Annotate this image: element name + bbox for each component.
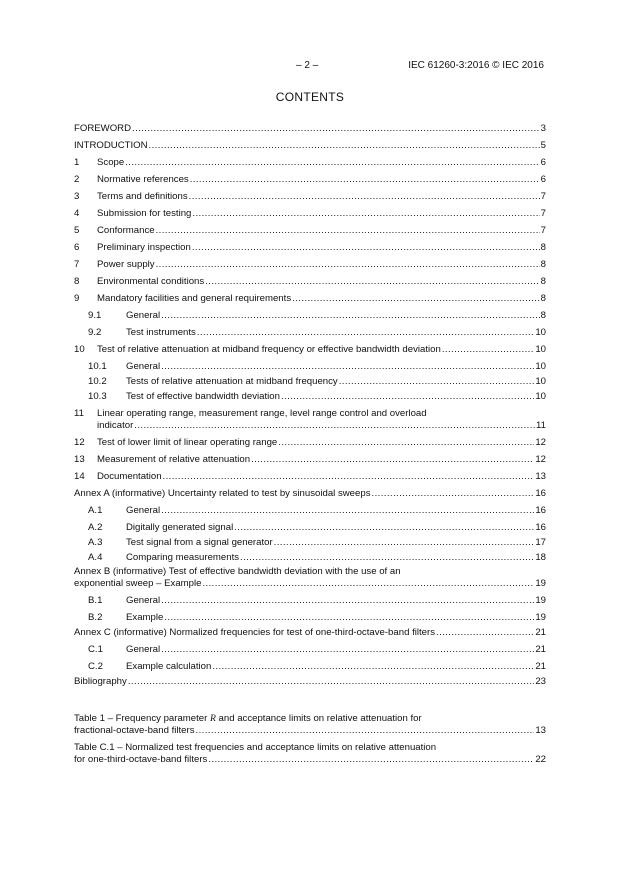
dot-leader bbox=[436, 627, 534, 639]
toc-label: Annex C (informative) Normalized frequencies for test of one-third-octave-band filters bbox=[74, 627, 435, 638]
toc-page: 16 bbox=[535, 522, 546, 533]
toc-page: 13 bbox=[535, 471, 546, 482]
toc-page: 8 bbox=[540, 259, 546, 270]
toc-label: INTRODUCTION bbox=[74, 140, 148, 151]
toc-number: 10 bbox=[74, 344, 85, 355]
toc-entry-subclause[interactable] bbox=[74, 376, 546, 388]
toc-page: 10 bbox=[535, 344, 546, 355]
toc-entry-clause[interactable] bbox=[74, 276, 546, 288]
table-caption: Table C.1 – Normalized test frequencies and acceptance limits on relative attenuation bbox=[74, 742, 437, 753]
toc-number: B.1 bbox=[88, 595, 103, 606]
toc-label: Mandatory facilities and general requirements bbox=[97, 293, 292, 304]
toc-label: Test signal from a signal generator bbox=[126, 537, 273, 548]
toc-label: Tests of relative attenuation at midband frequency bbox=[126, 376, 338, 387]
dot-leader bbox=[197, 327, 534, 339]
dot-leader bbox=[161, 595, 534, 607]
dot-leader bbox=[163, 471, 535, 483]
toc-entry-annex-b[interactable] bbox=[74, 566, 546, 590]
toc-page: 8 bbox=[540, 276, 546, 287]
toc-entry-clause[interactable] bbox=[74, 259, 546, 271]
dot-leader bbox=[192, 242, 540, 254]
toc-number: C.2 bbox=[88, 661, 103, 672]
toc-entry-introduction[interactable] bbox=[74, 140, 546, 152]
standard-reference: IEC 61260-3:2016 © IEC 2016 bbox=[408, 60, 544, 71]
toc-number: 9.1 bbox=[88, 310, 102, 321]
toc-page: 12 bbox=[535, 437, 546, 448]
toc-number: 7 bbox=[74, 259, 80, 270]
dot-leader bbox=[134, 420, 535, 432]
dot-leader bbox=[132, 123, 540, 135]
toc-label: Test instruments bbox=[126, 327, 196, 338]
toc-entry-clause[interactable] bbox=[74, 225, 546, 237]
dot-leader bbox=[128, 676, 535, 688]
toc-number: 3 bbox=[74, 191, 80, 202]
table-caption: Table 1 – Frequency parameter R and acceptance limits on relative attenuation for bbox=[74, 713, 422, 724]
toc-page: 23 bbox=[535, 676, 546, 687]
toc-entry-annex-item[interactable] bbox=[74, 644, 546, 656]
toc-page: 8 bbox=[540, 242, 546, 253]
toc-page: 10 bbox=[535, 376, 546, 387]
toc-entry-clause[interactable] bbox=[74, 344, 546, 356]
toc-page: 18 bbox=[535, 552, 546, 563]
toc-label: Preliminary inspection bbox=[97, 242, 191, 253]
toc-number: 4 bbox=[74, 208, 80, 219]
dot-leader bbox=[125, 157, 539, 169]
toc-label: Scope bbox=[97, 157, 125, 168]
toc-page: 8 bbox=[540, 293, 546, 304]
toc-label: Annex A (informative) Uncertainty related to test by sinusoidal sweeps bbox=[74, 488, 371, 499]
toc-label: Test of effective bandwidth deviation bbox=[126, 391, 280, 402]
dot-leader bbox=[234, 522, 534, 534]
spacer bbox=[74, 693, 546, 713]
dot-leader bbox=[205, 276, 539, 288]
toc-page: 11 bbox=[536, 420, 546, 431]
toc-number: 9 bbox=[74, 293, 80, 304]
toc-entry-annex-a[interactable] bbox=[74, 488, 546, 500]
toc-page: 6 bbox=[540, 157, 546, 168]
toc-label: Example calculation bbox=[126, 661, 212, 672]
toc-number: 10.3 bbox=[88, 391, 107, 402]
toc-number: 14 bbox=[74, 471, 85, 482]
toc-entry-subclause[interactable] bbox=[74, 361, 546, 373]
toc-page: 21 bbox=[535, 644, 546, 655]
dot-leader bbox=[161, 310, 540, 322]
toc-page: 13 bbox=[535, 725, 546, 736]
toc-label: Conformance bbox=[97, 225, 155, 236]
toc-number: B.2 bbox=[88, 612, 103, 623]
page-header bbox=[0, 60, 620, 74]
toc-entry-clause[interactable] bbox=[74, 454, 546, 466]
toc-number: 2 bbox=[74, 174, 80, 185]
toc-label: Power supply bbox=[97, 259, 155, 270]
toc-page: 6 bbox=[540, 174, 546, 185]
toc-label: General bbox=[126, 644, 161, 655]
toc-entry-annex-item[interactable] bbox=[74, 552, 546, 564]
toc-page: 10 bbox=[535, 391, 546, 402]
toc-number: A.2 bbox=[88, 522, 103, 533]
toc-entry-subclause[interactable] bbox=[74, 327, 546, 339]
toc-label: General bbox=[126, 361, 161, 372]
toc-entry-bibliography[interactable] bbox=[74, 676, 546, 688]
toc-page: 19 bbox=[535, 595, 546, 606]
toc-entry-annex-c[interactable] bbox=[74, 627, 546, 639]
toc-entry-foreword[interactable] bbox=[74, 123, 546, 135]
dot-leader bbox=[292, 293, 540, 305]
toc-label: Annex B (informative) Test of effective bandwidth deviation with the use of an bbox=[74, 566, 401, 577]
toc-number: A.3 bbox=[88, 537, 103, 548]
toc-entry-clause[interactable] bbox=[74, 157, 546, 169]
toc-entry-annex-item[interactable] bbox=[74, 522, 546, 534]
toc-label: Measurement of relative attenuation bbox=[97, 454, 251, 465]
toc-label: Environmental conditions bbox=[97, 276, 205, 287]
toc-label: Test of lower limit of linear operating range bbox=[97, 437, 278, 448]
toc-number: 5 bbox=[74, 225, 80, 236]
toc-number: 10.2 bbox=[88, 376, 107, 387]
toc-label: Linear operating range, measurement range, level range control and overload bbox=[97, 408, 427, 419]
toc-page: 8 bbox=[540, 310, 546, 321]
dot-leader bbox=[161, 505, 534, 517]
toc-entry-annex-item[interactable] bbox=[74, 661, 546, 673]
toc-number: 9.2 bbox=[88, 327, 102, 338]
dot-leader bbox=[372, 488, 535, 500]
dot-leader bbox=[339, 376, 535, 388]
toc-label-continued: exponential sweep – Example bbox=[74, 578, 202, 589]
toc-entry-clause[interactable] bbox=[74, 191, 546, 203]
dot-leader bbox=[251, 454, 534, 466]
toc-label: Submission for testing bbox=[97, 208, 192, 219]
toc-number: 11 bbox=[74, 408, 84, 419]
dot-leader bbox=[156, 259, 540, 271]
toc-label: Documentation bbox=[97, 471, 162, 482]
toc-page: 16 bbox=[535, 488, 546, 499]
toc-page: 12 bbox=[535, 454, 546, 465]
dot-leader bbox=[190, 174, 540, 186]
table-list-entry[interactable] bbox=[74, 713, 546, 737]
toc-page: 21 bbox=[535, 627, 546, 638]
toc-label: General bbox=[126, 505, 161, 516]
toc-page: 16 bbox=[535, 505, 546, 516]
toc-label: Normative references bbox=[97, 174, 189, 185]
toc-label: General bbox=[126, 595, 161, 606]
toc-page: 10 bbox=[535, 327, 546, 338]
toc-entry-clause[interactable] bbox=[74, 437, 546, 449]
page-number: – 2 – bbox=[296, 60, 319, 71]
toc-label: Terms and definitions bbox=[97, 191, 188, 202]
dot-leader bbox=[156, 225, 540, 237]
toc-page: 19 bbox=[535, 612, 546, 623]
toc-label: Digitally generated signal bbox=[126, 522, 234, 533]
dot-leader bbox=[212, 661, 534, 673]
table-list-entry[interactable] bbox=[74, 742, 546, 766]
table-caption-continued: fractional-octave-band filters bbox=[74, 725, 195, 736]
toc-number: 1 bbox=[74, 157, 80, 168]
toc-page: 21 bbox=[535, 661, 546, 672]
dot-leader bbox=[442, 344, 535, 356]
dot-leader bbox=[278, 437, 534, 449]
toc-number: 12 bbox=[74, 437, 85, 448]
table-caption-continued: for one-third-octave-band filters bbox=[74, 754, 208, 765]
toc-label: Comparing measurements bbox=[126, 552, 240, 563]
toc-number: A.1 bbox=[88, 505, 103, 516]
toc-number: C.1 bbox=[88, 644, 103, 655]
dot-leader bbox=[240, 552, 534, 564]
toc-page: 7 bbox=[540, 191, 546, 202]
toc-entry-clause[interactable] bbox=[74, 208, 546, 220]
dot-leader bbox=[274, 537, 535, 549]
toc-entry-annex-item[interactable] bbox=[74, 505, 546, 517]
dot-leader bbox=[202, 578, 534, 590]
toc-page: 3 bbox=[540, 123, 546, 134]
toc-page: 22 bbox=[535, 754, 546, 765]
dot-leader bbox=[189, 191, 540, 203]
dot-leader bbox=[192, 208, 539, 220]
dot-leader bbox=[281, 391, 534, 403]
toc-label: Example bbox=[126, 612, 164, 623]
table-of-contents bbox=[74, 123, 546, 771]
toc-page: 10 bbox=[535, 361, 546, 372]
toc-label: FOREWORD bbox=[74, 123, 132, 134]
toc-number: 6 bbox=[74, 242, 80, 253]
toc-page: 7 bbox=[540, 208, 546, 219]
toc-entry-subclause[interactable] bbox=[74, 310, 546, 322]
toc-number: 8 bbox=[74, 276, 80, 287]
toc-entry-annex-item[interactable] bbox=[74, 612, 546, 624]
dot-leader bbox=[164, 612, 534, 624]
toc-entry-subclause[interactable] bbox=[74, 391, 546, 403]
toc-label-continued: indicator bbox=[97, 420, 134, 431]
toc-entry-clause-multiline[interactable] bbox=[74, 408, 546, 432]
dot-leader bbox=[208, 754, 534, 766]
toc-entry-annex-item[interactable] bbox=[74, 595, 546, 607]
toc-label: Test of relative attenuation at midband frequency or effective bandwidth deviation bbox=[97, 344, 441, 355]
toc-label: Bibliography bbox=[74, 676, 127, 687]
toc-entry-clause[interactable] bbox=[74, 242, 546, 254]
page-title: CONTENTS bbox=[275, 90, 345, 104]
dot-leader bbox=[161, 361, 534, 373]
toc-label: General bbox=[126, 310, 161, 321]
toc-number: 10.1 bbox=[88, 361, 107, 372]
toc-number: 13 bbox=[74, 454, 85, 465]
toc-entry-clause[interactable] bbox=[74, 471, 546, 483]
dot-leader bbox=[161, 644, 534, 656]
toc-entry-clause[interactable] bbox=[74, 293, 546, 305]
dot-leader bbox=[196, 725, 535, 737]
toc-entry-annex-item[interactable] bbox=[74, 537, 546, 549]
toc-page: 17 bbox=[535, 537, 546, 548]
toc-page: 7 bbox=[540, 225, 546, 236]
toc-page: 19 bbox=[535, 578, 546, 589]
toc-entry-clause[interactable] bbox=[74, 174, 546, 186]
toc-number: A.4 bbox=[88, 552, 103, 563]
toc-page: 5 bbox=[540, 140, 546, 151]
dot-leader bbox=[149, 140, 540, 152]
